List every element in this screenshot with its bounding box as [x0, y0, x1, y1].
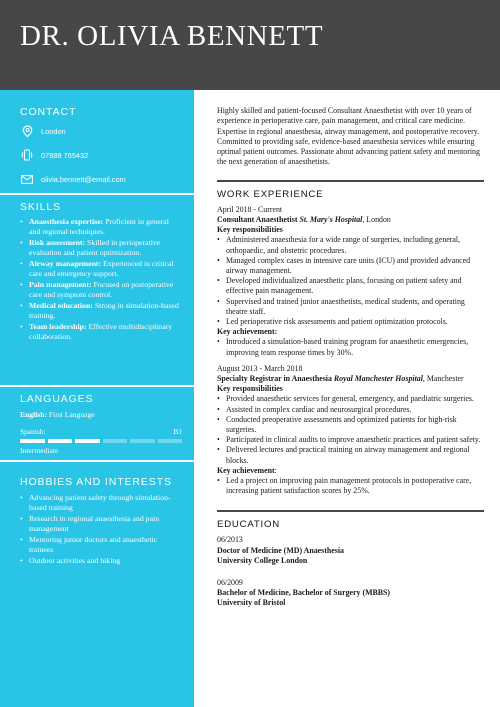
sidebar-divider — [0, 193, 194, 195]
phone-text: 07888 765432 — [41, 150, 89, 160]
bullet-icon: • — [217, 445, 220, 455]
responsibility-item — [217, 394, 484, 404]
skill-label: Medical education: — [29, 301, 93, 310]
language-english — [20, 410, 182, 419]
language-english-label: English: — [20, 410, 48, 419]
skill-label: Risk assessment: — [29, 238, 86, 247]
bullet-icon: • — [217, 276, 220, 286]
hobby-text: Research in regional anaesthesia and pain management — [29, 514, 160, 533]
bullet-icon: • — [20, 493, 23, 502]
bullet-icon: • — [217, 255, 220, 265]
skills-title: SKILLS — [20, 201, 62, 213]
bullet-icon: • — [217, 337, 220, 347]
skill-text: Focused on postoperative care and symptom control. — [29, 280, 174, 299]
hobbies-list — [20, 493, 182, 566]
contact-location — [20, 122, 182, 140]
job-title-line — [217, 374, 484, 384]
language-spanish-level: Intermediate — [20, 446, 59, 455]
bullet-icon: • — [217, 404, 220, 414]
language-spanish — [20, 427, 182, 436]
hobby-item — [20, 535, 182, 555]
achievement-label-colon: : — [274, 465, 277, 475]
skill-text: Proficient in general and regional techniques. — [29, 217, 169, 236]
skill-item — [20, 259, 182, 279]
job-employer: St. Mary's Hospital — [299, 214, 363, 224]
responsibility-text: Provided anaesthetic services for general, emergency, and paediatric surgeries. — [226, 394, 474, 404]
bullet-icon: • — [20, 514, 23, 523]
education-school: University of Bristol — [217, 598, 286, 608]
responsibility-text: Led perioperative risk assessments and patient optimization protocols. — [226, 317, 448, 327]
bullet-icon: • — [217, 235, 220, 245]
language-level-segment — [20, 439, 45, 443]
bullet-icon: • — [217, 414, 220, 424]
job-role: Consultant Anaesthetist — [217, 214, 298, 224]
responsibility-item — [217, 276, 484, 296]
language-level-segment — [48, 439, 73, 443]
responsibility-item — [217, 297, 484, 317]
skill-text: Effective multidisciplinary collaboration. — [29, 322, 173, 341]
hobby-item — [20, 514, 182, 534]
hobbies-section — [20, 476, 182, 567]
envelope-icon — [20, 172, 34, 186]
bullet-icon: • — [20, 238, 23, 247]
responsibility-item — [217, 405, 484, 415]
main-content — [217, 106, 484, 609]
contact-title: CONTACT — [20, 106, 77, 118]
skill-label: Team leadership: — [29, 322, 87, 331]
responsibility-text: Delivered lectures and practical training on airway management and regional blocks. — [226, 445, 470, 465]
header-banner — [0, 0, 500, 90]
job-location: , Manchester — [422, 374, 464, 384]
sidebar — [0, 90, 194, 707]
language-level-segment — [158, 439, 183, 443]
job-date: August 2013 - March 2018 — [217, 363, 303, 373]
achievement-label — [217, 327, 484, 337]
language-level-bar — [20, 439, 182, 443]
hobby-item — [20, 493, 182, 513]
job-entry — [217, 205, 484, 358]
bullet-icon: • — [20, 259, 23, 268]
responsibility-item — [217, 445, 484, 465]
bullet-icon: • — [217, 296, 220, 306]
responsibility-item — [217, 317, 484, 327]
job-employer: Royal Manchester Hospital — [333, 374, 423, 384]
education-entry — [217, 578, 484, 609]
responsibility-text: Conducted preoperative assessments and optimized patients for high-risk surgeries. — [226, 414, 457, 435]
responsibility-item — [217, 415, 484, 435]
responsibility-text: Administered anaesthesia for a wide range of surgeries, including general, orthopaedic, and obstetric procedures. — [226, 235, 461, 255]
bullet-icon: • — [217, 394, 220, 404]
responsibility-text: Participated in clinical audits to improve anaesthetic practices and patient safety. — [226, 435, 481, 445]
skill-item — [20, 238, 182, 258]
language-level-segment — [103, 439, 128, 443]
achievement-text: Introduced a simulation-based training program for anaesthetic emergencies, improving team response times by 30%. — [226, 337, 469, 357]
contact-phone — [20, 146, 182, 164]
hobbies-title: HOBBIES AND INTERESTS — [20, 476, 172, 488]
responsibility-item — [217, 256, 484, 276]
responsibility-text: Assisted in complex cardiac and neurosurgical procedures. — [226, 404, 412, 414]
skills-list — [20, 217, 182, 342]
skill-item — [20, 217, 182, 237]
skills-section — [20, 201, 182, 343]
job-date: April 2018 - Current — [217, 204, 283, 214]
work-experience-title: WORK EXPERIENCE — [217, 188, 324, 200]
skill-item — [20, 322, 182, 342]
responsibilities-label: Key responsibilities — [217, 225, 283, 235]
job-title-line — [217, 215, 484, 225]
achievement-label-text: Key achievement: — [217, 327, 278, 337]
language-spanish-code: B1 — [173, 427, 182, 436]
skill-text: Strong in simulation-based training. — [29, 301, 179, 320]
responsibility-item — [217, 435, 484, 445]
responsibilities-list — [217, 235, 484, 327]
achievement-text: Led a project on improving pain management protocols in postoperative care, increasing patient satisfaction scores by 25%. — [226, 476, 472, 496]
bullet-icon: • — [20, 301, 23, 310]
hobby-text: Outdoor activities and hiking — [29, 556, 121, 565]
section-divider — [217, 510, 484, 512]
achievements-list — [217, 476, 484, 496]
map-pin-icon — [20, 124, 34, 138]
sidebar-divider — [0, 385, 194, 387]
contact-section — [20, 106, 182, 188]
skill-text: Experienced in critical care and emergency support. — [29, 259, 174, 278]
skill-item — [20, 280, 182, 300]
responsibility-item — [217, 235, 484, 255]
achievement-item — [217, 476, 484, 496]
skill-label: Anaesthesia expertise: — [29, 217, 104, 226]
bullet-icon: • — [20, 217, 23, 226]
bullet-icon: • — [217, 317, 220, 327]
job-location: , London — [362, 214, 391, 224]
section-divider — [217, 180, 484, 182]
skill-label: Pain management: — [29, 280, 92, 289]
language-spanish-label: Spanish: — [20, 427, 46, 436]
language-level-segment — [75, 439, 100, 443]
achievements-list — [217, 337, 484, 357]
contact-email[interactable] — [20, 170, 182, 188]
education-date: 06/2013 — [217, 535, 243, 545]
job-role: Specialty Registrar in Anaesthesia — [217, 374, 332, 384]
skill-label: Airway management: — [29, 259, 102, 268]
education-school: University College London — [217, 555, 308, 565]
responsibility-text: Supervised and trained junior anaesthetists, medical students, and operating theatre staff. — [226, 296, 465, 316]
email-link[interactable]: olivia.bennett@email.com — [41, 174, 126, 184]
location-text: London — [41, 126, 66, 136]
skill-item — [20, 301, 182, 321]
skill-text: Skilled in perioperative evaluation and patient optimization. — [29, 238, 161, 257]
responsibilities-list — [217, 394, 484, 465]
hobby-text: Advancing patient safety through simulation-based training — [29, 493, 171, 512]
bullet-icon: • — [217, 435, 220, 445]
education-degree: Bachelor of Medicine, Bachelor of Surgery (MBBS) — [217, 588, 391, 598]
bullet-icon: • — [20, 535, 23, 544]
education-date: 06/2009 — [217, 578, 243, 588]
language-level-segment — [130, 439, 155, 443]
languages-title: LANGUAGES — [20, 393, 94, 405]
education-title: EDUCATION — [217, 519, 280, 531]
phone-icon — [20, 148, 34, 162]
education-entry — [217, 535, 484, 566]
language-english-value: First Language — [47, 410, 95, 419]
education-degree: Doctor of Medicine (MD) Anaesthesia — [217, 545, 344, 555]
responsibilities-label: Key responsibilities — [217, 384, 283, 394]
bullet-icon: • — [20, 556, 23, 565]
achievement-item — [217, 337, 484, 357]
bullet-icon: • — [217, 476, 220, 486]
responsibility-text: Developed individualized anaesthetic plans, focusing on patient safety and effective pain management. — [226, 276, 462, 296]
sidebar-divider — [0, 460, 194, 462]
work-experience-list — [217, 205, 484, 497]
bullet-icon: • — [20, 280, 23, 289]
languages-section — [20, 393, 182, 455]
hobby-item — [20, 556, 182, 566]
achievement-label-text: Key achievement — [217, 465, 275, 475]
bullet-icon: • — [20, 322, 23, 331]
responsibility-text: Managed complex cases in intensive care units (ICU) and provided advanced airway management. — [226, 255, 471, 275]
education-list — [217, 535, 484, 608]
profile-summary: Highly skilled and patient-focused Consultant Anaesthetist with over 10 years of experience in perioperative care, pain management, and critical care medicine. Expertise in regional anaesthesia, airway management, and postoperative recovery. Committed to providing safe, evidence-based anaesthesia services while ensuring optimal patient outcomes. Passionate about advancing patient safety and mentoring the next generation of anaesthetists. — [217, 106, 480, 167]
candidate-name: DR. OLIVIA BENNETT — [20, 20, 324, 52]
achievement-label — [217, 466, 484, 476]
hobby-text: Mentoring junior doctors and anaesthetic trainees — [29, 535, 158, 554]
job-entry — [217, 364, 484, 497]
